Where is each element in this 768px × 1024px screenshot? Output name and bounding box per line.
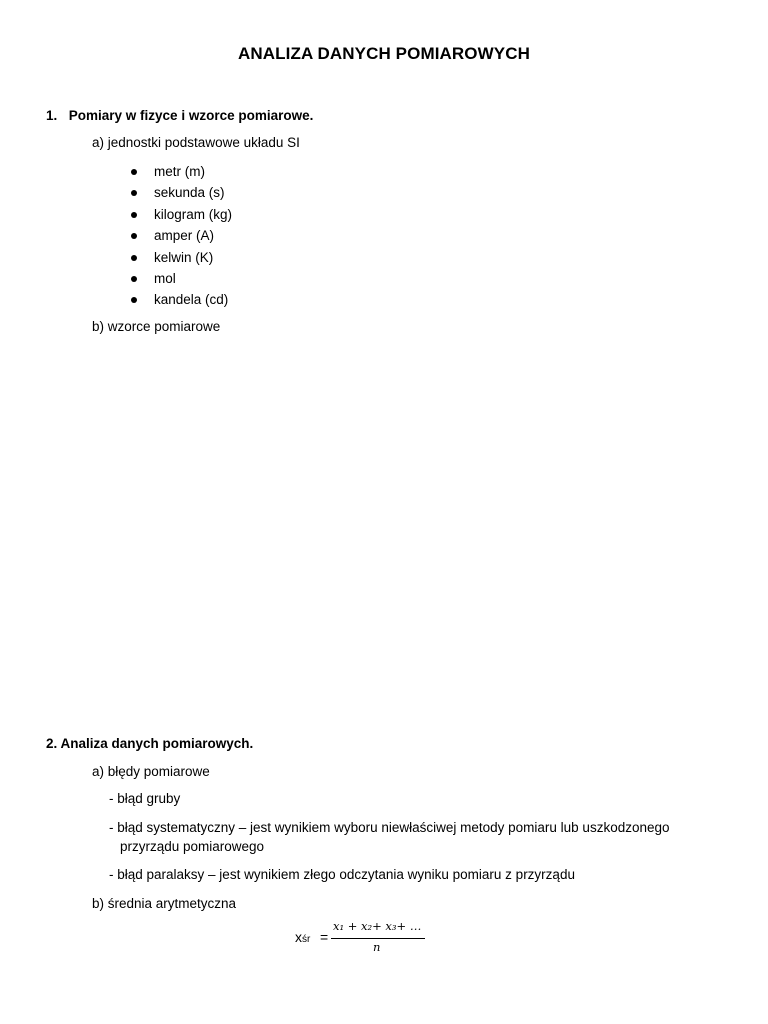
section-1-sub-b: b) wzorce pomiarowe [92, 319, 221, 334]
formula-denominator: n [373, 940, 381, 954]
section-2-sub-b: b) średnia arytmetyczna [92, 896, 237, 911]
list-item: kandela (cd) [128, 289, 232, 310]
list-item: kelwin (K) [128, 247, 232, 268]
list-item: metr (m) [128, 161, 232, 182]
si-units-list [128, 161, 232, 311]
section-1-title: Pomiary w fizyce i wzorce pomiarowe. [68, 108, 314, 123]
fraction-bar [331, 938, 425, 939]
bullet-icon [131, 169, 137, 175]
formula-numerator: x₁ + x₂+ x₃+ … [333, 919, 422, 933]
bullet-icon [131, 190, 137, 196]
bullet-icon [131, 212, 137, 218]
formula-lhs-subscript: śr [302, 934, 311, 945]
error-parallax: - błąd paralaksy – jest wynikiem złego odczytania wyniku pomiaru z przyrządu [109, 867, 575, 882]
list-item: kilogram (kg) [128, 204, 232, 225]
list-item: amper (A) [128, 225, 232, 246]
section-1-sub-a: a) jednostki podstawowe układu SI [92, 135, 300, 150]
formula-equals: = [320, 929, 329, 945]
bullet-icon [131, 255, 137, 261]
bullet-icon [131, 297, 137, 303]
section-1-heading [46, 108, 313, 123]
arithmetic-mean-formula [295, 919, 445, 959]
error-gross: - błąd gruby [109, 791, 181, 806]
section-1-number: 1. [46, 108, 58, 123]
section-2-sub-a: a) błędy pomiarowe [92, 764, 210, 779]
list-item: sekunda (s) [128, 182, 232, 203]
error-systematic: - błąd systematyczny – jest wynikiem wyboru niewłaściwej metody pomiaru lub uszkodzonego [109, 820, 670, 835]
bullet-icon [131, 233, 137, 239]
list-item: mol [128, 268, 232, 289]
section-2-heading: 2. Analiza danych pomiarowych. [46, 736, 254, 751]
error-systematic-continued: przyrządu pomiarowego [120, 839, 265, 854]
bullet-icon [131, 276, 137, 282]
document-title: ANALIZA DANYCH POMIAROWYCH [238, 44, 530, 63]
formula-lhs: xśr [295, 929, 311, 945]
